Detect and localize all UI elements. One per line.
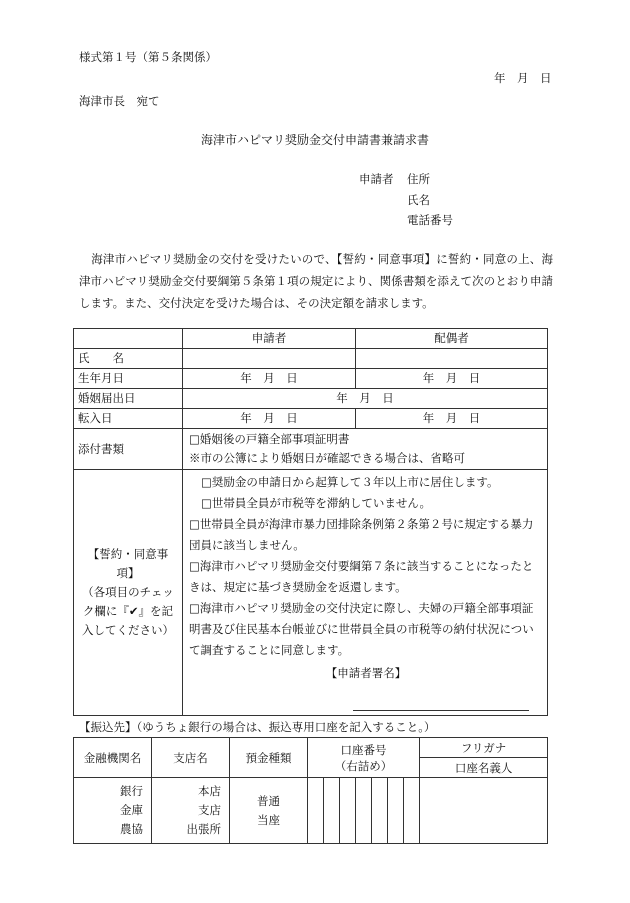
attachment-note: ※市の公簿により婚姻日が確認できる場合は、省略可 — [189, 451, 465, 465]
branch-type-sub: 出張所 — [186, 822, 221, 836]
branch-type-branch: 支店 — [198, 803, 221, 817]
applicant-name-field[interactable] — [183, 349, 356, 369]
account-digit-6[interactable] — [388, 778, 404, 844]
pledge-item-residence[interactable]: □奨励金の申請日から起算して３年以上市に居住します。 — [201, 475, 499, 489]
institution-field[interactable] — [74, 778, 152, 844]
applicant-label: 申請者 — [359, 172, 394, 186]
col-header-applicant: 申請者 — [183, 329, 356, 349]
account-number-sublabel: （右詰め） — [334, 758, 393, 773]
account-number-label: 口座番号 — [340, 742, 387, 757]
table-row-marriage-date — [74, 389, 548, 409]
institution-type-bank: 銀行 — [120, 784, 143, 798]
pledges-cell — [183, 470, 548, 716]
application-table — [73, 328, 548, 716]
table-row-move-in — [74, 409, 548, 429]
marriage-date-field[interactable]: 年 月 日 — [183, 389, 548, 409]
institution-type-shinkin: 金庫 — [120, 803, 143, 817]
col-header-holder: 口座名義人 — [420, 758, 548, 778]
bank-table — [73, 737, 548, 844]
header-blank-cell — [74, 329, 183, 349]
row-label-name: 氏 名 — [74, 349, 183, 369]
branch-type-main: 本店 — [198, 784, 221, 798]
spouse-name-field[interactable] — [356, 349, 548, 369]
pledge-item-consent[interactable]: □海津市ハピマリ奨励金の交付決定に際し、夫婦の戸籍全部事項証明書及び住民基本台帳並びに世帯員全員の市税等の納付状況について調査することに同意します。 — [189, 601, 534, 657]
col-header-institution: 金融機関名 — [74, 738, 152, 778]
col-header-spouse: 配偶者 — [356, 329, 548, 349]
applicant-name-label: 氏名 — [407, 193, 430, 207]
attachment-checkbox-item[interactable]: □婚姻後の戸籍全部事項証明書 — [189, 432, 350, 446]
table-row-birthdate — [74, 369, 548, 389]
date-placeholder: 年 月 日 — [494, 71, 552, 85]
col-header-account-type: 預金種類 — [230, 738, 308, 778]
col-header-furigana: フリガナ — [420, 738, 548, 758]
row-label-attachments: 添付書類 — [74, 429, 183, 470]
account-type-ordinary: 普通 — [257, 793, 280, 808]
account-holder-field[interactable] — [420, 778, 548, 844]
account-digit-5[interactable] — [372, 778, 388, 844]
applicant-move-in-field[interactable]: 年 月 日 — [183, 409, 356, 429]
institution-type-ja: 農協 — [120, 822, 143, 836]
pledge-item-gangs[interactable]: □世帯員全員が海津市暴力団排除条例第２条第２号に規定する暴力団員に該当しません。 — [189, 517, 534, 552]
page-title: 海津市ハピマリ奨励金交付申請書兼請求書 — [200, 133, 429, 147]
bank-note: 【振込先】（ゆうちょ銀行の場合は、振込専用口座を記入すること。） — [79, 720, 436, 734]
row-label-birthdate: 生年月日 — [74, 369, 183, 389]
applicant-phone-label: 電話番号 — [407, 213, 453, 227]
table-header-row — [74, 329, 548, 349]
bank-header-row-1 — [74, 738, 548, 758]
table-row-name — [74, 349, 548, 369]
account-digit-2[interactable] — [324, 778, 340, 844]
attachments-cell — [183, 429, 548, 470]
account-type-current: 当座 — [257, 812, 280, 827]
applicant-birthdate-field[interactable]: 年 月 日 — [183, 369, 356, 389]
pledge-label-title: 【誓約・同意事項】 — [87, 547, 169, 580]
table-row-pledges — [74, 470, 548, 716]
table-row-attachments — [74, 429, 548, 470]
spouse-birthdate-field[interactable]: 年 月 日 — [356, 369, 548, 389]
row-label-marriage-date: 婚姻届出日 — [74, 389, 183, 409]
row-label-move-in: 転入日 — [74, 409, 183, 429]
branch-field[interactable] — [152, 778, 230, 844]
intro-paragraph: 海津市ハピマリ奨励金の交付を受けたいので、【誓約・同意事項】に誓約・同意の上、海津市ハピマリ奨励金交付要綱第５条第１項の規定により、関係書類を添えて次のとおり申請します。また、交付決定を受けた場合は、その決定額を請求します。 — [79, 252, 553, 310]
pledge-label-cell — [74, 470, 183, 716]
signature-label: 【申請者署名】 — [325, 666, 407, 680]
col-header-branch: 支店名 — [152, 738, 230, 778]
account-digit-4[interactable] — [356, 778, 372, 844]
addressee: 海津市長 宛て — [79, 94, 160, 108]
form-number: 様式第１号（第５条関係） — [79, 50, 217, 64]
account-digit-1[interactable] — [308, 778, 324, 844]
account-digit-7[interactable] — [404, 778, 420, 844]
applicant-address-label: 住所 — [407, 172, 430, 186]
account-type-field[interactable] — [230, 778, 308, 844]
spouse-move-in-field[interactable]: 年 月 日 — [356, 409, 548, 429]
col-header-account-number — [308, 738, 420, 778]
pledge-label-instruction: （各項目のチェック欄に『✔』を記入してください） — [82, 585, 174, 637]
bank-data-row — [74, 778, 548, 844]
pledge-item-taxes[interactable]: □世帯員全員が市税等を滞納していません。 — [201, 496, 432, 510]
account-digit-3[interactable] — [340, 778, 356, 844]
signature-line[interactable] — [353, 710, 529, 711]
pledge-item-refund[interactable]: □海津市ハピマリ奨励金交付要綱第７条に該当することになったときは、規定に基づき奨励金を返還します。 — [189, 559, 534, 594]
